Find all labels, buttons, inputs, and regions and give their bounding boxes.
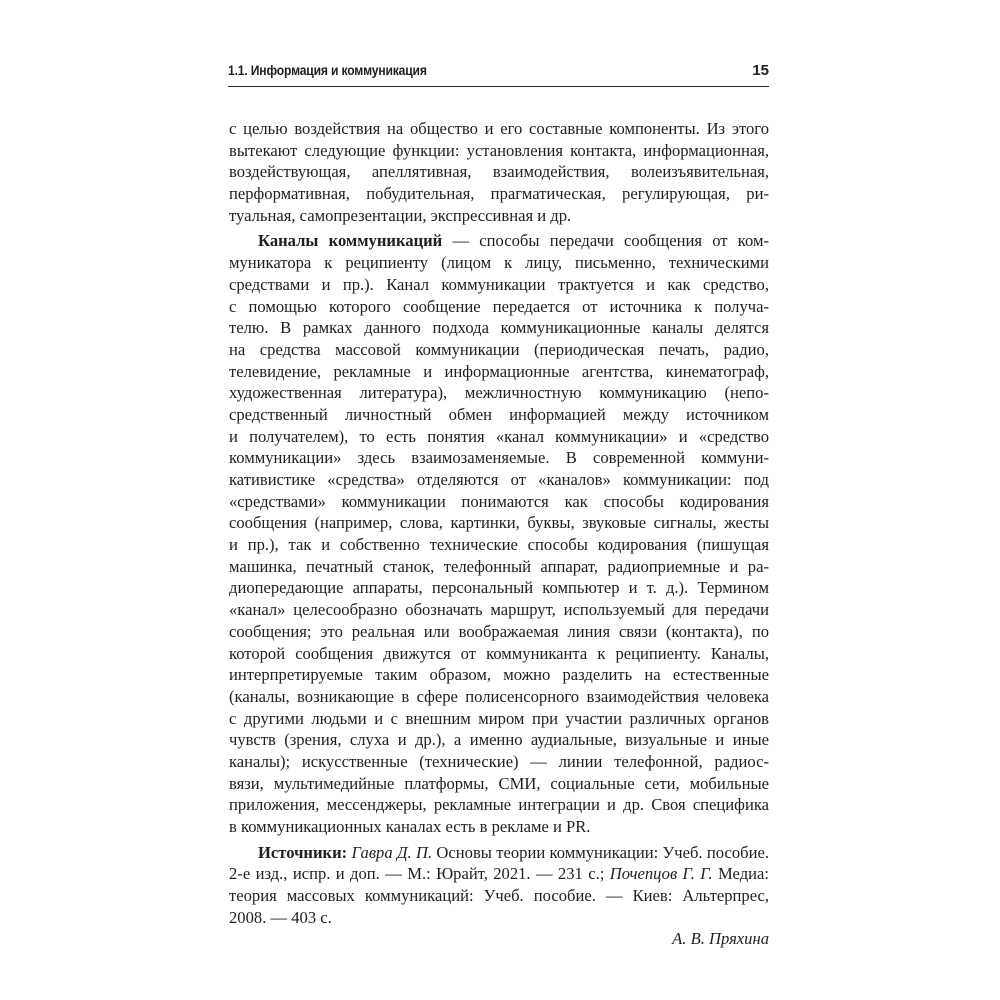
text-line: машинка, печатный станок, телефонный аппарат, радиоприемные и ра- bbox=[229, 556, 769, 576]
text-line: сообщения (например, слова, картинки, буквы, звуковые сигналы, жесты bbox=[229, 513, 769, 533]
text-line: воздействующая, апеллятивная, взаимодействия, волеизъявительная, bbox=[229, 162, 769, 182]
text-line bbox=[229, 863, 769, 885]
text-line: каналы); искусственные (технические) — линии телефонной, радиос- bbox=[229, 751, 769, 771]
text-line: на средства массовой коммуникации (периодическая печать, радио, bbox=[229, 339, 769, 359]
sources-block bbox=[229, 842, 769, 929]
source-author: Почепцов Г. Г. bbox=[609, 864, 713, 884]
text-line: в коммуникационных каналах есть в рекламе и PR. bbox=[229, 817, 591, 836]
paragraph-channels bbox=[229, 230, 769, 837]
text-line: чувств (зрения, слуха и др.), а именно аудиальные, визуальные и иные bbox=[229, 730, 769, 750]
text-line: диопередающие аппараты, персональный компьютер и т. д.). Термином bbox=[229, 578, 769, 598]
text-line: вязи, мультимедийные платформы, СМИ, социальные сети, мобильные bbox=[229, 773, 769, 793]
text-line: вытекают следующие функции: установления контакта, информационная, bbox=[229, 140, 769, 160]
text-line: муникатора к реципиенту (лицом к лицу, письменно, техническими bbox=[229, 253, 769, 273]
text-line: с помощью которого сообщение передается от источника к получа- bbox=[229, 296, 769, 316]
text-line: с целью воздействия на общество и его составные компоненты. Из этого bbox=[229, 119, 769, 138]
source-author: Гавра Д. П. bbox=[351, 842, 433, 862]
text-line: интерпретируемые таким образом, можно разделить на естественные bbox=[229, 665, 769, 685]
text-line bbox=[229, 230, 769, 252]
text-line: средственный личностный обмен информацией между источником bbox=[229, 404, 769, 424]
term-heading: Каналы коммуникаций bbox=[258, 231, 443, 251]
section-title: 1.1. Информация и коммуникация bbox=[228, 63, 427, 78]
text-line: которой сообщения движутся от коммуниканта к реципиенту. Каналы, bbox=[229, 643, 769, 663]
text-line: и пр.), так и собственно технические способы кодирования (пишущая bbox=[229, 535, 769, 555]
paragraph-functions bbox=[229, 118, 769, 226]
author-signature: А. В. Пряхина bbox=[672, 929, 769, 949]
term-definition: — способы передачи сообщения от ком- bbox=[442, 231, 769, 251]
text-line: телевидение, рекламные и информационные агентства, кинематограф, bbox=[229, 361, 769, 381]
text-line: 2008. — 403 с. bbox=[229, 907, 332, 927]
text-line bbox=[229, 842, 769, 864]
running-header bbox=[228, 62, 769, 87]
text-line: средствами и пр.). Канал коммуникации трактуется и как средство, bbox=[229, 274, 769, 294]
source-text: Медиа: bbox=[712, 864, 769, 884]
text-line: теория массовых коммуникаций: Учеб. пособие. — Киев: Альтерпрес, bbox=[229, 886, 769, 906]
text-line: приложения, мессенджеры, рекламные интеграции и др. Своя специфика bbox=[229, 795, 769, 815]
page-number: 15 bbox=[752, 62, 769, 79]
text-line: «средствами» коммуникации понимаются как способы кодирования bbox=[229, 491, 769, 511]
text-line: художественная литература), межличностную коммуникацию (непо- bbox=[229, 383, 769, 403]
text-line: коммуникации» здесь взаимозаменяемые. В современной коммуни- bbox=[229, 448, 769, 468]
source-text: Основы теории коммуникации: Учеб. пособие. bbox=[432, 842, 769, 862]
text-line: перформативная, побудительная, прагматическая, регулирующая, ри- bbox=[229, 184, 769, 204]
text-line: сообщения; это реальная или воображаемая линия связи (контакта), по bbox=[229, 621, 769, 641]
body-text bbox=[229, 118, 769, 950]
sources-label: Источники: bbox=[258, 842, 348, 862]
text-line: и получателем), то есть понятия «канал коммуникации» и «средство bbox=[229, 426, 769, 446]
text-line: «канал» целесообразно обозначать маршрут, используемый для передачи bbox=[229, 600, 769, 620]
text-line: с другими людьми и с внешним миром при участии различных органов bbox=[229, 708, 769, 728]
text-line: (каналы, возникающие в сфере полисенсорного взаимодействия человека bbox=[229, 686, 769, 706]
text-line: кативистике «средства» отделяются от «каналов» коммуникации: под bbox=[229, 470, 769, 489]
text-line: телю. В рамках данного подхода коммуникационные каналы делятся bbox=[229, 318, 769, 338]
source-text: 2-е изд., испр. и доп. — М.: Юрайт, 2021. — 231 с.; bbox=[229, 864, 610, 884]
text-line: туальная, самопрезентации, экспрессивная и др. bbox=[229, 205, 572, 225]
